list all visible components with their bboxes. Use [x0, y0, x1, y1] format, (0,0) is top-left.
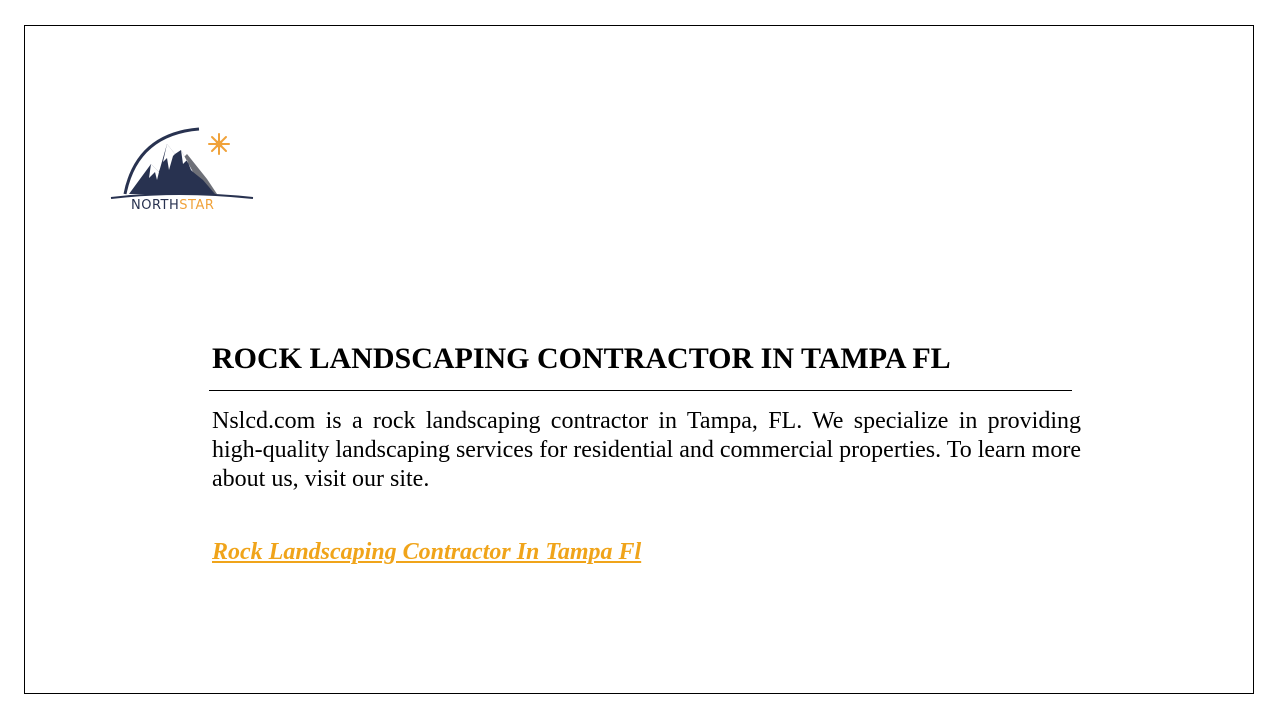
- logo-text-star: STAR: [179, 198, 215, 213]
- logo-wordmark: [131, 198, 214, 214]
- description-text: Nslcd.com is a rock landscaping contractor in Tampa, FL. We specialize in providing high-quality landscaping services for residential and commercial properties. To learn more about us, visit our site.: [212, 408, 1081, 492]
- site-link[interactable]: Rock Landscaping Contractor In Tampa Fl: [212, 539, 642, 565]
- northstar-logo: [107, 124, 257, 218]
- page-title: ROCK LANDSCAPING CONTRACTOR IN TAMPA FL: [212, 342, 951, 375]
- mountain-star-logo-icon: [107, 124, 257, 204]
- title-divider: [209, 390, 1072, 391]
- logo-text-north: NORTH: [131, 198, 180, 213]
- slide: [24, 25, 1254, 694]
